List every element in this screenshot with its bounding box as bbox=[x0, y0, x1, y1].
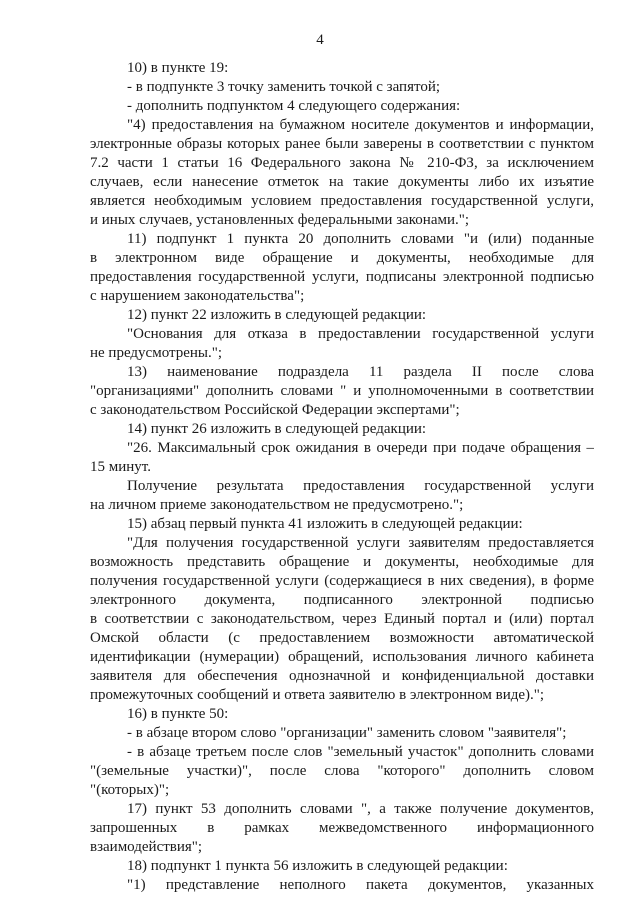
text-line: "(которых)"; bbox=[90, 782, 170, 798]
text-line: не предусмотрены."; bbox=[90, 345, 223, 361]
text-line: идентификации (нумерации) обращений, использования личного кабинета bbox=[90, 649, 594, 665]
text-line: 7.2 части 1 статьи 16 Федерального закона № 210-ФЗ, за исключением bbox=[90, 155, 594, 171]
text-line: 14) пункт 26 изложить в следующей редакции: bbox=[127, 421, 427, 437]
text-line: получения государственной услуги (содержащиеся в них сведения), в форме bbox=[90, 573, 594, 589]
text-line: "1) представление неполного пакета документов, указанных bbox=[127, 877, 594, 893]
page-number: 4 bbox=[316, 32, 324, 48]
text-line: Омской области (с предоставлением возможности автоматической bbox=[90, 630, 594, 646]
text-line: 12) пункт 22 изложить в следующей редакции: bbox=[127, 307, 427, 323]
text-line: промежуточных сообщений и ответа заявителю в электронном виде)."; bbox=[90, 687, 545, 703]
text-line: 18) подпункт 1 пункта 56 изложить в следующей редакции: bbox=[127, 858, 508, 874]
text-line: 15 минут. bbox=[90, 459, 151, 475]
text-line: электронные образы которых ранее были заверены в соответствии с пунктом bbox=[90, 136, 594, 152]
text-line: "Основания для отказа в предоставлении государственной услуги bbox=[127, 326, 594, 342]
text-line: 11) подпункт 1 пункта 20 дополнить словами "и (или) поданные bbox=[127, 231, 594, 247]
text-line: - в подпункте 3 точку заменить точкой с запятой; bbox=[127, 79, 441, 95]
text-line: электронного документа, подписанного электронной подписью bbox=[90, 592, 594, 608]
text-line: - дополнить подпунктом 4 следующего содержания: bbox=[127, 98, 461, 114]
text-line: в соответствии с законодательством, через Единый портал и (или) портал bbox=[90, 611, 594, 627]
text-line: возможность представить обращение и документы, необходимые для bbox=[90, 554, 594, 570]
text-line: случаев, если нанесение отметок на такие документы либо их изъятие bbox=[90, 174, 594, 190]
text-line: на личном приеме законодательством не предусмотрено."; bbox=[90, 497, 464, 513]
document-body bbox=[0, 59, 640, 899]
text-line: предоставления государственной услуги, подписаны электронной подписью bbox=[90, 269, 594, 285]
text-line: 16) в пункте 50: bbox=[127, 706, 229, 722]
text-line: и иных случаев, установленных федеральными законами."; bbox=[90, 212, 470, 228]
text-line: 10) в пункте 19: bbox=[127, 60, 229, 76]
text-line: заявителя для обеспечения однозначной и конфиденциальной доставки bbox=[90, 668, 594, 684]
text-line: "4) предоставления на бумажном носителе документов и информации, bbox=[127, 117, 594, 133]
text-line: "(земельные участки)", после слова "которого" дополнить словом bbox=[90, 763, 594, 779]
text-line: - в абзаце втором слово "организации" заменить словом "заявителя"; bbox=[127, 725, 567, 741]
text-line: является необходимым условием предоставления государственной услуги, bbox=[90, 193, 594, 209]
text-line: в электронном виде обращение и документы, необходимые для bbox=[90, 250, 594, 266]
text-line: 15) абзац первый пункта 41 изложить в следующей редакции: bbox=[127, 516, 523, 532]
text-line: 17) пункт 53 дополнить словами ", а также получение документов, bbox=[127, 801, 594, 817]
text-line: с законодательством Российской Федерации экспертами"; bbox=[90, 402, 460, 418]
text-line: 13) наименование подраздела 11 раздела II после слова bbox=[127, 364, 594, 380]
text-line: взаимодействия"; bbox=[90, 839, 203, 855]
text-line: - в абзаце третьем после слов "земельный участок" дополнить словами bbox=[127, 744, 594, 760]
text-line: "26. Максимальный срок ожидания в очереди при подаче обращения – bbox=[127, 440, 594, 456]
text-line: запрошенных в рамках межведомственного информационного bbox=[90, 820, 594, 836]
text-line: "организациями" дополнить словами " и уполномоченными в соответствии bbox=[90, 383, 594, 399]
text-line: "Для получения государственной услуги заявителям предоставляется bbox=[127, 535, 594, 551]
text-line: Получение результата предоставления государственной услуги bbox=[127, 478, 594, 494]
text-line: с нарушением законодательства"; bbox=[90, 288, 305, 304]
